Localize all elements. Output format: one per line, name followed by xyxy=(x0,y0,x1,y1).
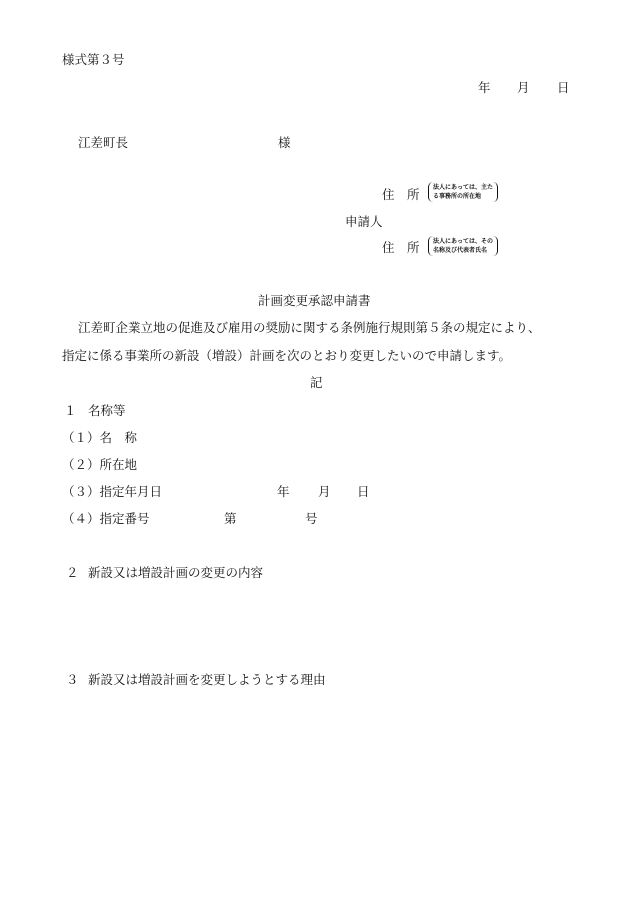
date-year-label: 年 xyxy=(478,80,491,95)
applicant-address-label: 住 所 xyxy=(382,187,420,202)
applicant-name-note-line2: 名称及び代表者氏名 xyxy=(433,247,488,254)
item4-dai-label: 第 xyxy=(224,511,237,526)
section1-heading: 名称等 xyxy=(88,403,126,418)
item3-year-label: 年 xyxy=(277,484,290,499)
section1-item2: （２）所在地 xyxy=(62,457,138,472)
date-day-label: 日 xyxy=(557,80,570,95)
addressee-name: 江差町長 xyxy=(78,135,129,150)
form-number: 様式第３号 xyxy=(62,52,125,67)
applicant-address-note-line2: る事務所の所在地 xyxy=(433,193,482,200)
applicant-address-note-line1: 法人にあっては、主た xyxy=(433,184,493,191)
applicant-name-note xyxy=(428,236,498,256)
applicant-address-note xyxy=(428,182,498,202)
body-line-2: 指定に係る事業所の新設（増設）計画を次のとおり変更したいので申請します。 xyxy=(62,348,512,363)
section3-number: ３ xyxy=(66,672,79,687)
section1-item4: （４）指定番号 xyxy=(62,511,150,526)
applicant-name-note-line1: 法人にあっては、その xyxy=(433,238,493,245)
ki-label: 記 xyxy=(310,375,323,390)
section2-heading: 新設又は増設計画の変更の内容 xyxy=(88,565,264,580)
item3-day-label: 日 xyxy=(357,484,370,499)
section1-item3: （３）指定年月日 xyxy=(62,484,163,499)
applicant-name-label: 住 所 xyxy=(382,240,420,255)
section1-item1: （１）名 称 xyxy=(62,430,138,445)
section2-number: ２ xyxy=(66,565,79,580)
section3-heading: 新設又は増設計画を変更しようとする理由 xyxy=(88,672,326,687)
date-month-label: 月 xyxy=(517,80,530,95)
item3-month-label: 月 xyxy=(318,484,331,499)
body-line-1: 江差町企業立地の促進及び雇用の奨励に関する条例施行規則第５条の規定により、 xyxy=(78,320,541,335)
document-title: 計画変更承認申請書 xyxy=(258,293,371,308)
section1-number: １ xyxy=(64,403,77,418)
item4-go-label: 号 xyxy=(305,511,318,526)
addressee-honorific: 様 xyxy=(278,135,291,150)
applicant-label: 申請人 xyxy=(345,214,383,229)
